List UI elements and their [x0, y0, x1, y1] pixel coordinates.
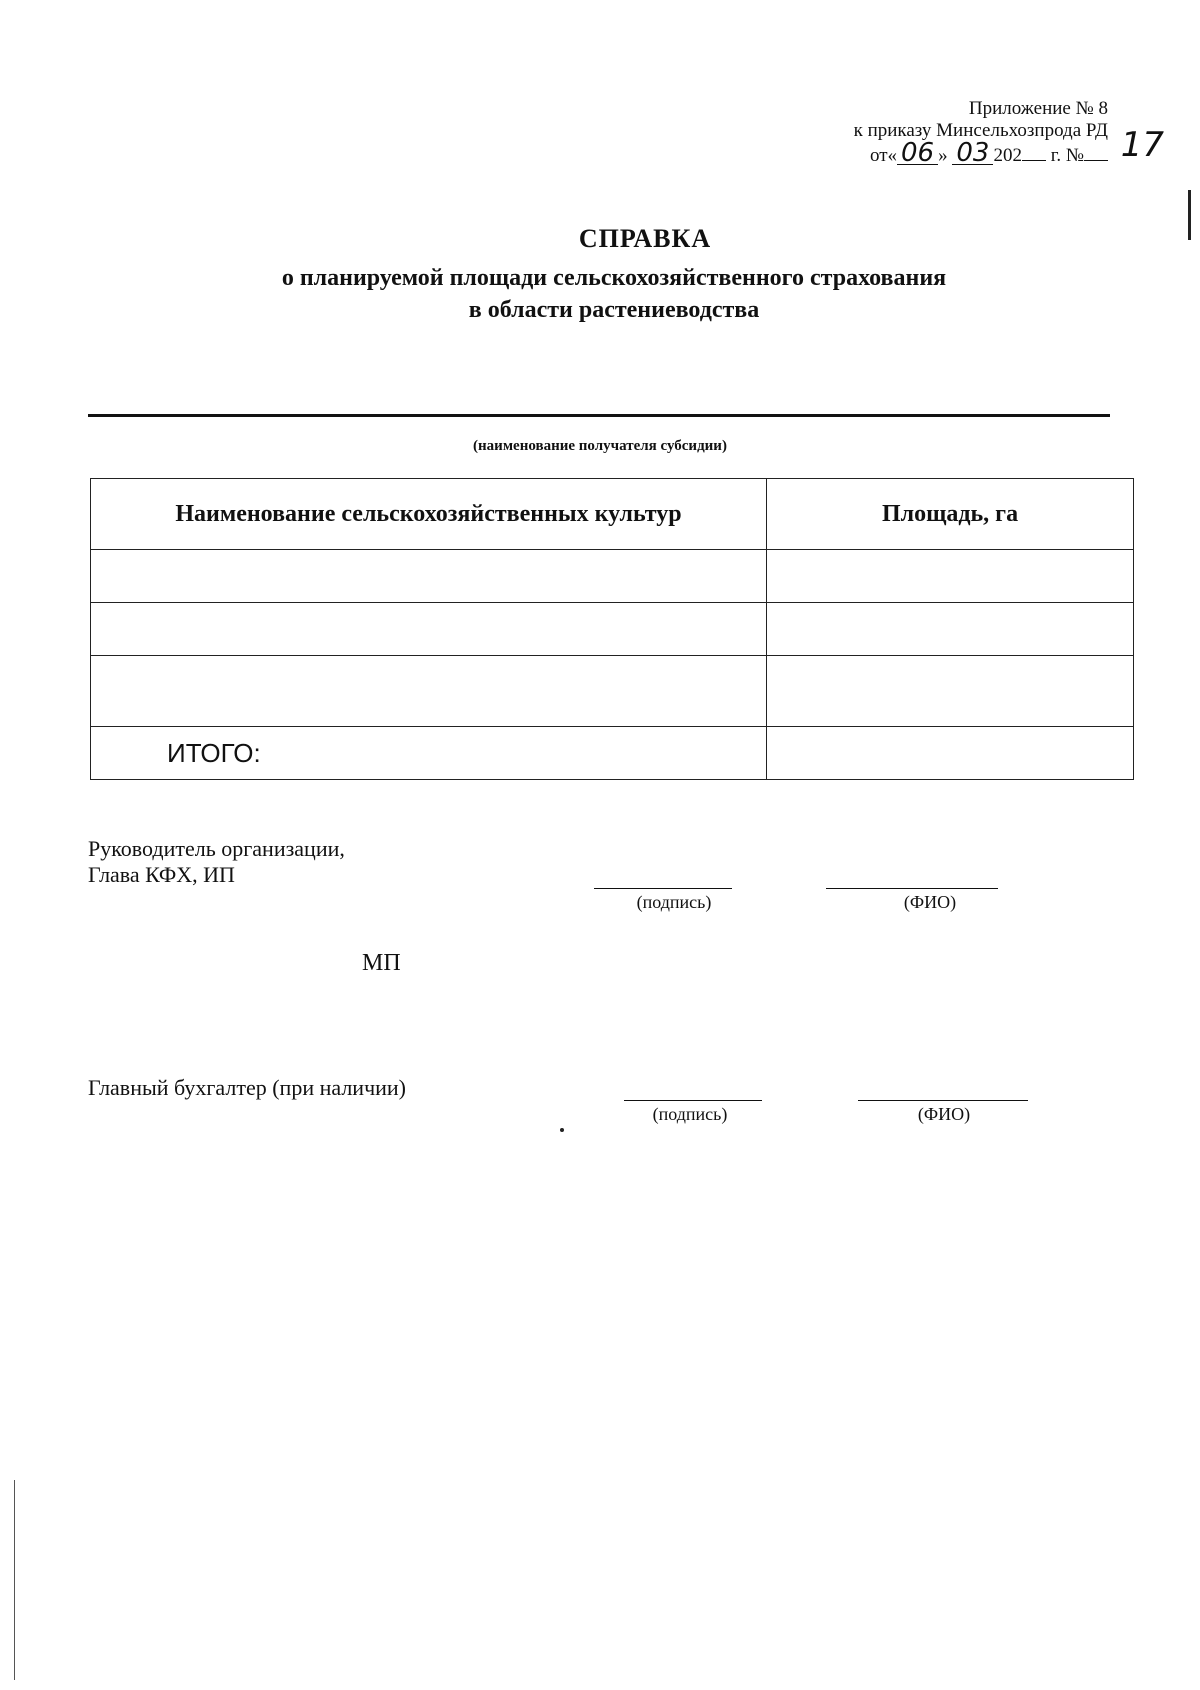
date-day-handwritten: 06 [897, 142, 938, 165]
document-title [0, 222, 1200, 326]
title-line-2: в области растениеводства [468, 297, 760, 323]
order-number-handwritten: 17 [1120, 125, 1164, 165]
table-header-row [91, 479, 1134, 550]
table-row [91, 656, 1134, 727]
table-row [91, 550, 1134, 603]
accountant-signature-caption: (подпись) [652, 1104, 728, 1124]
crop-name-cell[interactable] [91, 656, 767, 727]
crops-table [90, 478, 1134, 780]
table-row [91, 603, 1134, 656]
head-name-caption: (ФИО) [903, 892, 957, 912]
scan-margin-mark [14, 1480, 15, 1680]
order-date-line: от« 06 » 03 202 г. № [854, 142, 1108, 167]
order-reference: к приказу Минсельхозпрода РД [853, 120, 1108, 141]
head-signature-line[interactable] [594, 888, 732, 889]
crop-name-cell[interactable] [91, 603, 767, 656]
date-month-handwritten: 03 [952, 142, 993, 165]
table-total-row [91, 727, 1134, 780]
total-area-cell[interactable] [767, 727, 1134, 780]
accountant-signature-line[interactable] [624, 1100, 762, 1101]
total-label: ИТОГО: [91, 727, 767, 780]
header-area: Площадь, га [767, 479, 1134, 550]
scan-speck [560, 1128, 564, 1132]
head-signature-caption: (подпись) [636, 892, 712, 912]
head-label-line-1: Руководитель организации, [88, 836, 345, 861]
title-main: СПРАВКА [578, 224, 712, 253]
stamp-place-label: МП [362, 950, 401, 976]
recipient-caption: (наименование получателя субсидии) [473, 438, 727, 454]
header-crop-name: Наименование сельскохозяйственных культур [91, 479, 767, 550]
area-cell[interactable] [767, 656, 1134, 727]
accountant-label: Главный бухгалтер (при наличии) [88, 1075, 407, 1100]
crop-name-cell[interactable] [91, 550, 767, 603]
accountant-name-caption: (ФИО) [917, 1104, 971, 1124]
scan-margin-mark [1188, 190, 1191, 240]
appendix-header [853, 98, 1164, 168]
area-cell[interactable] [767, 603, 1134, 656]
title-line-1: о планируемой площади сельскохозяйственного страхования [281, 265, 947, 291]
date-year: 202 [993, 145, 1022, 166]
appendix-number: Приложение № 8 [968, 98, 1108, 119]
recipient-name-line[interactable] [88, 414, 1110, 417]
accountant-name-line[interactable] [858, 1100, 1028, 1101]
area-cell[interactable] [767, 550, 1134, 603]
head-name-line[interactable] [826, 888, 998, 889]
head-label-line-2: Глава КФХ, ИП [88, 862, 235, 887]
